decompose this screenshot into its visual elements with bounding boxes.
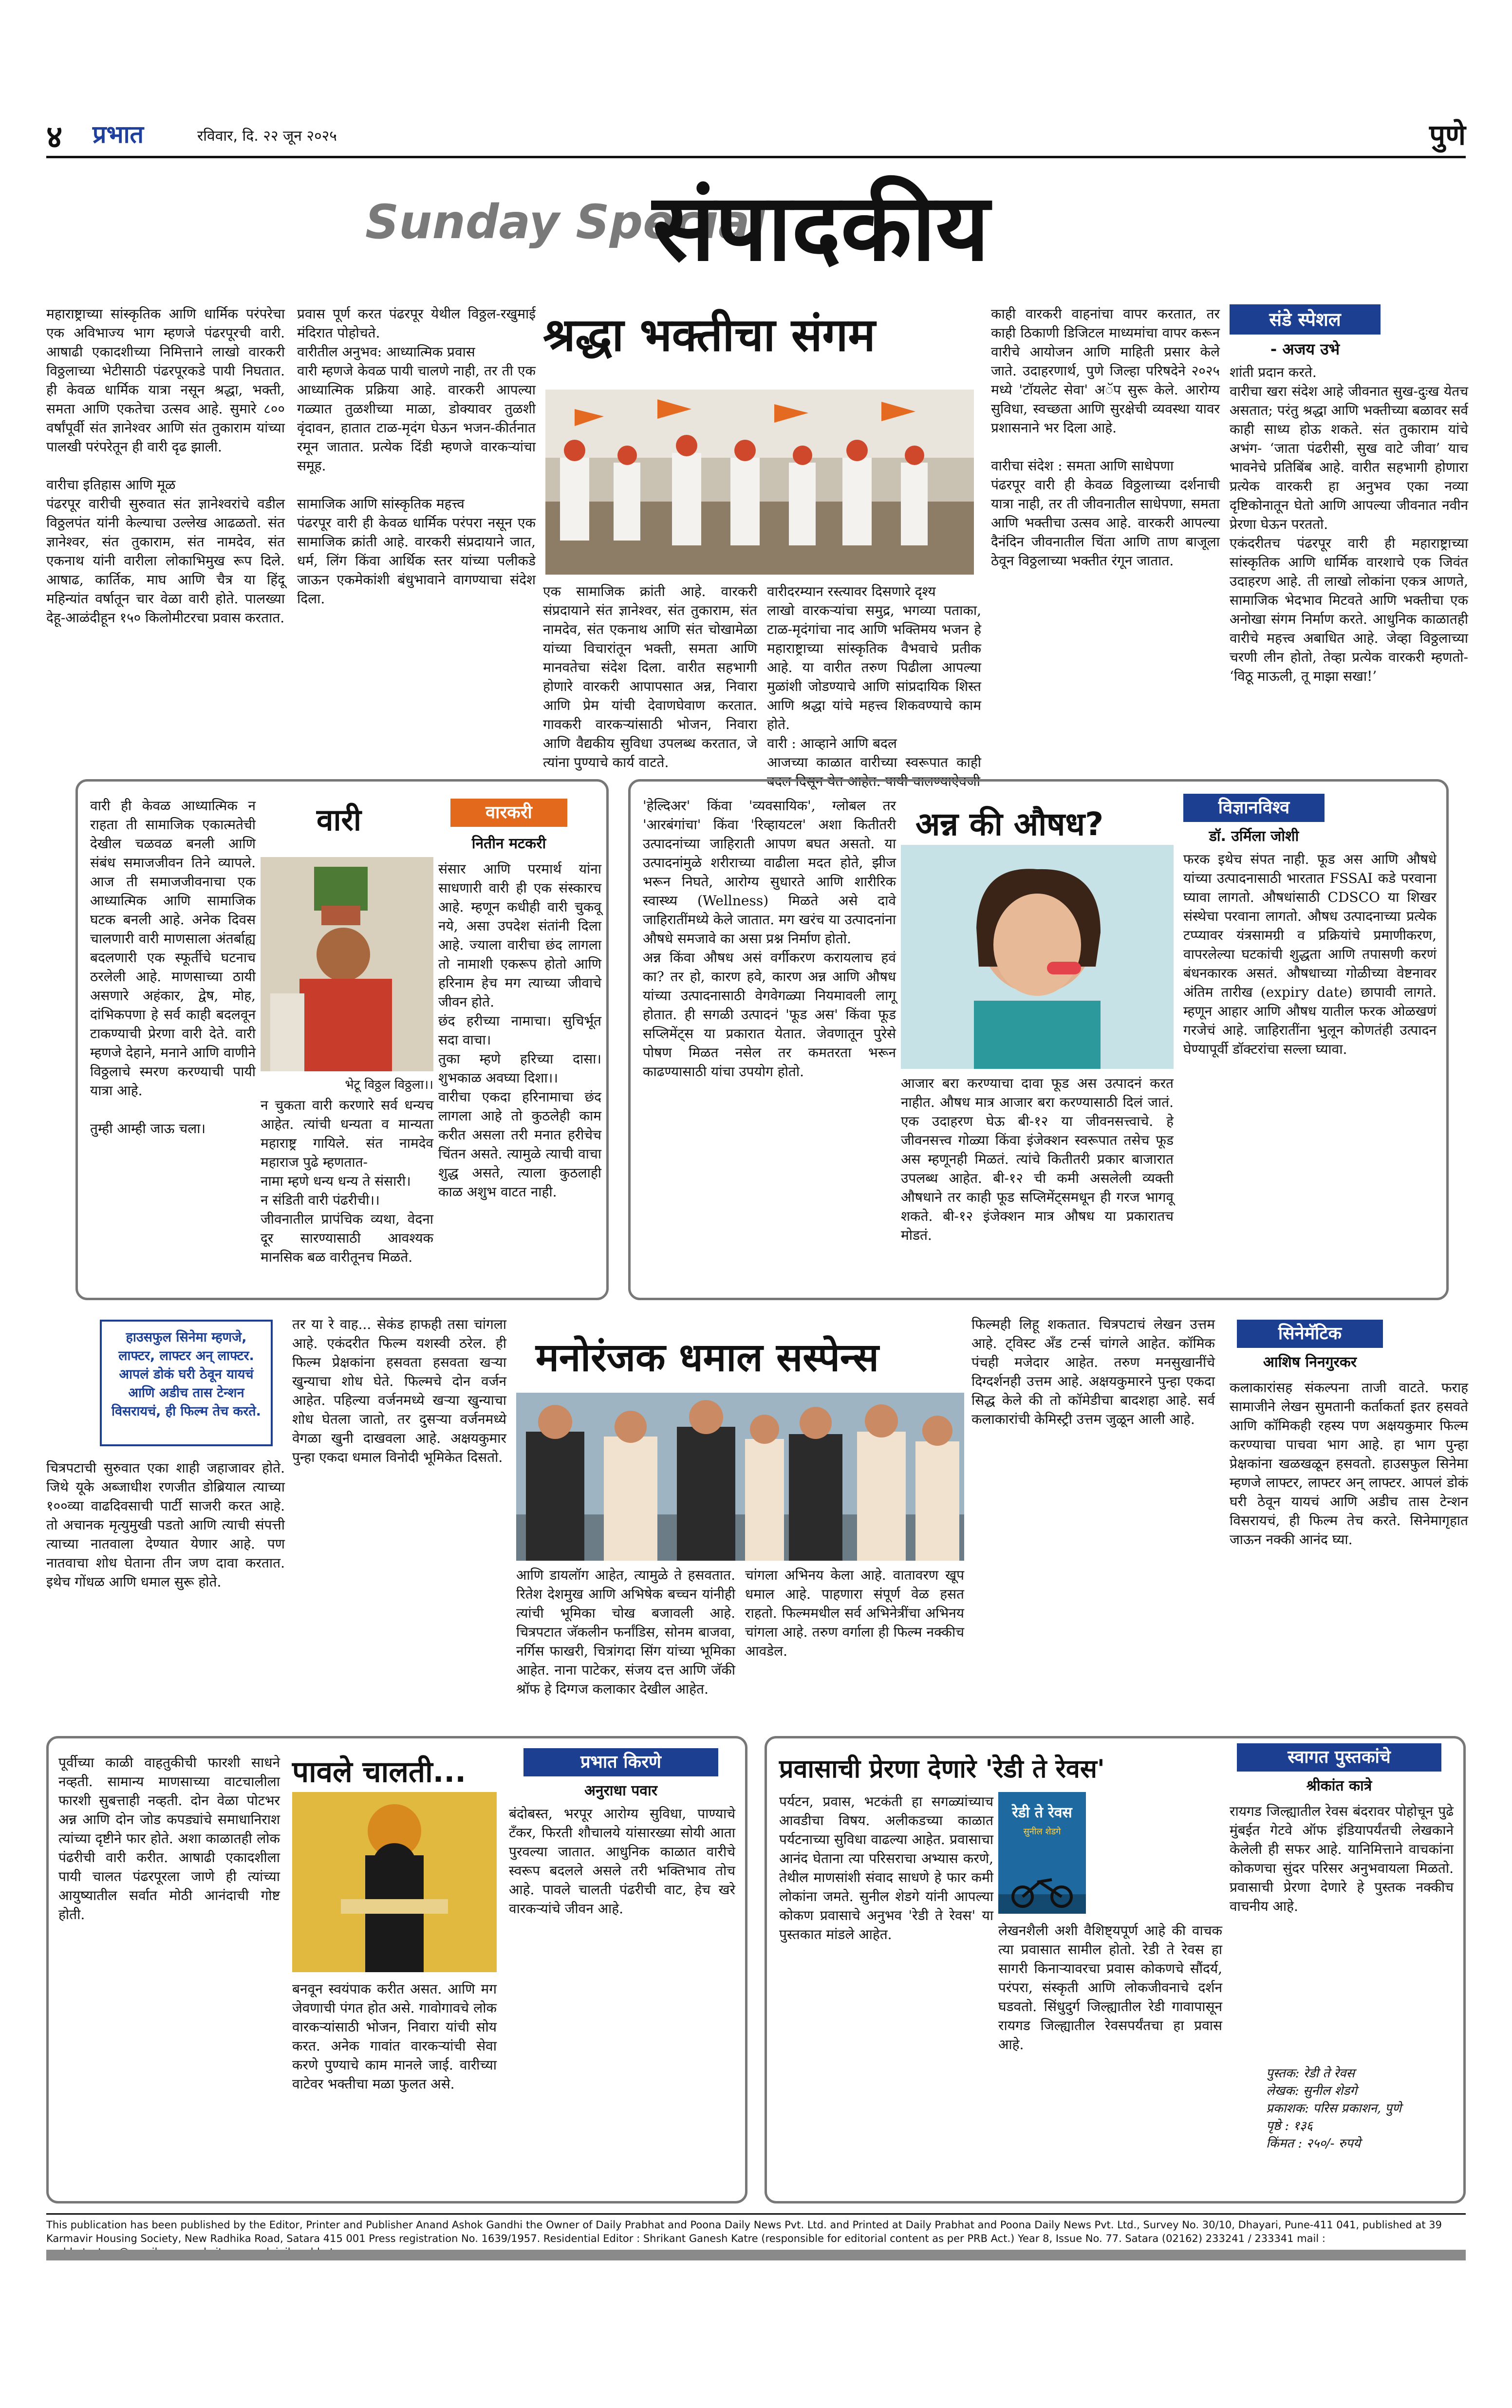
- warkari-woman-photo: [261, 857, 433, 1071]
- wari-column-2: न चुकता वारी करणारे सर्व धन्यच आहेत. त्यांची धन्यता व मान्यता महाराष्ट्र गायिले. संत नामदेव महाराज पुढे म्हणतात- नामा म्हणे धन्य धन्य ते संसारी। न संडिती वारी पंढरीची।। जीवनातील प्रापंचिक व्यथा, वेदना दूर सारण्यासाठी आवश्यक मानसिक बळ वारीतूनच मिळते.: [261, 1097, 433, 1265]
- book-column-2: लेखनशैली अशी वैशिष्ट्यपूर्ण आहे की वाचक त्या प्रवासात सामील होतो. रेडी ते रेवस हा सागरी किनाऱ्यावरचा प्रवास कोकणचे सौंदर्य, परंपरा, संस्कृती आणि लोकजीवनाचे दर्शन घडवतो. सिंधुदुर्ग जिल्ह्यातील रेडी गावापासून रायगड जिल्ह्यातील रेवसपर्यंतचा हा प्रवास आहे.: [998, 1923, 1227, 2053]
- prabhat-kirane-tag: प्रभात किरणे: [523, 1748, 718, 1776]
- health-column-1: 'हेल्दिअर' किंवा 'व्यवसायिक', ग्लोबल तर 'आरबंगांचा' किंवा 'रिव्हायटल' अशा कितीतरी उत्पादनांच्या जाहिराती आपण बघत असतो. या उत्पादनांमुळे शरीराच्या वाढीला मदत होते, झीज भरून निघते, आरोग्य सुधारते आणि शारीरिक स्वास्थ्य (Wellness) मिळते असे दावे जाहिरातींमध्ये केले जातात. मग खरंच या उत्पादनांना औषधे समजावे का असा प्रश्न निर्माण होतो. अन्न किंवा औषध असं वर्गीकरण करायलाच हवं का? तर हो, कारण हवे, कारण अन्न आणि औषध यांच्या उत्पादनासाठी वेगवेगळ्या नियमावली लागू होतात. ही सगळी उत्पादनं 'फूड अस' किंवा फूड सप्लिमेंट्स या प्रकारात येतात. जेवणातून पुरेसे पोषण मिळत नसेल तर कमतरता भरून काढण्यासाठी यांचा उपयोग होतो.: [643, 798, 896, 1080]
- cinema-column-5: फिल्मही लिहू शकतात. चित्रपटाचं लेखन उत्तम आहे. ट्विस्ट अँड टर्न्स चांगले आहेत. कॉमिक पंचही मजेदार आहेत. तरुण मनसुखानींचे दिग्दर्शनही उत्तम आहे. अक्षयकुमारने पुन्हा एकदा सिद्ध केले की तो कॉमेडीचा बादशहा आहे. सर्व कलाकारांची केमिस्ट्री उत्तम जुळून आली आहे.: [971, 1316, 1219, 1427]
- book-column-3: रायगड जिल्ह्यातील रेवस बंदरावर पोहोचून पुढे मुंबईत गेटवे ऑफ इंडियापर्यंतची लेखकाने केलेली ही सफर आहे. यानिमित्ताने वाचकांना कोकणचा सुंदर परिसर अनुभवायला मिळतो. प्रवासाची प्रेरणा देणारे हे पुस्तक नक्कीच वाचनीय आहे.: [1230, 1803, 1458, 1914]
- book-cover-title: रेडी ते रेवस: [1012, 1804, 1072, 1821]
- vitthal-photo: [292, 1792, 497, 1972]
- editorial-column-4: वारीदरम्यान रस्त्यावर दिसणारे दृश्य लाखो वारकऱ्यांचा समुद्र, भगव्या पताका, टाळ-मृदंगांचा नाद आणि भक्तिमय भजन हे महाराष्ट्राच्या सांस्कृतिक वैभवाचे प्रतीक आहे. या वारीत तरुण पिढीला आपल्या मुळांशी जोडण्याचे आणि सांप्रदायिक शिस्त आणि श्रद्धा यांचे महत्त्व शिकवण्याचे काम होते. वारी : आव्हाने आणि बदल आजच्या काळात वारीच्या स्वरूपात काही बदल दिसून येत आहेत. पायी चालण्याऐवजी: [767, 583, 981, 789]
- sunday-special-tag: संडे स्पेशल: [1230, 304, 1381, 335]
- cinema-column-2: तर या रे वाह... सेकंड हाफही तसा चांगला आहे. एकंदरीत फिल्म यशस्वी ठरेल. ही फिल्म प्रेक्षकांना हसवता हसवता खऱ्या खुन्याचा शोध घेते. फिल्मचे दोन वर्जन आहेत. पहिल्या वर्जनमध्ये खऱ्या खुन्याचा शोध घेतला जातो, तर दुसऱ्या वर्जनमध्ये वेगळा खुनी दाखवला आहे. अक्षयकुमार पुन्हा एकदा धमाल विनोदी भूमिकेत दिसतो.: [292, 1316, 511, 1465]
- pavale-byline: अनुराधा पवार: [584, 1782, 658, 1799]
- vitthal-idol-image: [292, 1792, 497, 1972]
- editorial-byline: - अजय उभे: [1270, 340, 1340, 358]
- editorial-headline: श्रद्धा भक्तीचा संगम: [543, 309, 876, 362]
- page-number: ४: [46, 119, 63, 155]
- health-byline: डॉ. उर्मिला जोशी: [1209, 828, 1299, 845]
- cinema-headline: मनोरंजक धमाल सस्पेन्स: [536, 1335, 879, 1380]
- warkari-tag: वारकरी: [450, 799, 567, 827]
- book-cover-author: सुनील शेडगे: [1023, 1827, 1061, 1837]
- book-column-1: पर्यटन, प्रवास, भटकंती हा सगळ्यांच्याच आवडीचा विषय. अलीकडच्या काळात पर्यटनाच्या सुविधा वाढल्या आहेत. प्रवासाचा आनंद घेताना त्या परिसराचा अभ्यास करणे, तेथील माणसांशी संवाद साधणे हे फार कमी लोकांना जमते. सुनील शेडगे यांनी आपल्या कोकण प्रवासाचे अनुभव 'रेडी ते रेवस' या पुस्तकात मांडले आहेत.: [779, 1793, 998, 1942]
- motorcycle-icon: [998, 1860, 1086, 1914]
- vidnyanvishwa-tag: विज्ञानविश्व: [1183, 794, 1325, 822]
- cinema-column-6: कलाकारांसह संकल्पना ताजी वाटते. फराह सामाजीने लेखन सुमतानी कर्ताकर्ता इतर हसवते आणि कॉमिकही रहस्य पण अक्षयकुमार फिल्म करण्याचा पाचवा भाग आहे. हा भाग पुन्हा प्रेक्षकांना खळखळून हसवतो. हाउसफुल सिनेमा म्हणजे लाफ्टर, लाफ्टर अन् लाफ्टर. आपलं डोकं घरी ठेवून यायचं आणि अडीच तास टेन्शन विसरायचं, ही फिल्म तेच करते. सिनेमागृहात जाऊन नक्की आनंद घ्या.: [1230, 1380, 1473, 1548]
- footer-imprint: This publication has been published by the Editor, Printer and Publisher Anand Ashok Gandhi the Owner of Daily Prabhat and Poona Daily News Pvt. Ltd. and Printed at Daily Prabhat and Poona Daily News Pvt. Ltd., Survey No. 30/10, Dhayari, Pune-411 041, published at 39 Karmavir Housing Society, New Radhika Road, Satara 415 001 Press registration No. 1639/1957. Residential Editor : Shrikant Ganesh Katre (responsible for editorial content as per PRB Act.) Year 8, Issue No. 77. Satara (02162) 233241 / 233341 mail :: [46, 2219, 1442, 2244]
- editorial-column-2: प्रवास पूर्ण करत पंढरपूर येथील विठ्ठल-रखुमाई मंदिरात पोहोचते. वारीतील अनुभव: आध्यात्मिक प्रवास वारी म्हणजे केवळ पायी चालणे नाही, तर ती एक आध्यात्मिक प्रक्रिया आहे. वारकरी आपल्या गळ्यात तुळशीच्या माळा, डोक्यावर तुळशी वृंदावन, हातात टाळ-मृदंग घेऊन भजन-कीर्तनात रमून जातात. प्रत्येक दिंडी म्हणजे वारकऱ्यांचा समूह. सामाजिक आणि सांस्कृतिक महत्त्व पंढरपूर वारी ही केवळ धार्मिक परंपरा नसून एक सामाजिक क्रांती आहे. वारकरी संप्रदायाने जात, धर्म, लिंग किंवा आर्थिक स्तर यांच्या पलीकडे जाऊन एकमेकांशी बंधुभावाने वागण्याचा संदेश दिला.: [297, 306, 536, 607]
- wari-procession-image: [545, 390, 974, 575]
- wari-procession-photo: [545, 390, 974, 575]
- cinema-column-3: आणि डायलॉग आहेत, त्यामुळे ते हसवतात. रितेश देशमुख आणि अभिषेक बच्चन यांनीही त्यांची भूमिका चोख बजावली आहे. चित्रपटात जॅकलीन फर्नांडिस, सोनम बाजवा, नर्गिस फाखरी, चित्रांगदा सिंग यांच्या भूमिका आहेत. नाना पाटेकर, संजय दत्त आणि जॅकी श्रॉफ हे दिग्गज कलाकार देखील आहेत.: [516, 1567, 740, 1697]
- cinema-quote-box: [100, 1320, 273, 1446]
- woman-capsule-photo: [901, 845, 1174, 1069]
- masthead-rule: [46, 156, 1466, 158]
- masthead: [46, 114, 1466, 158]
- cinema-column-4: चांगला अभिनय केला आहे. वातावरण खूप धमाल आहे. पाहणारा संपूर्ण वेळ हसत राहतो. फिल्ममधील सर्व अभिनेत्रींचा अभिनय चांगला आहे. तरुण वर्गाला ही फिल्म नक्कीच आवडेल.: [745, 1567, 969, 1659]
- book-headline: प्रवासाची प्रेरणा देणारे 'रेडी ते रेवस': [779, 1755, 1105, 1784]
- pavale-column-1: पूर्वीच्या काळी वाहतुकीची फारशी साधने नव्हती. सामान्य माणसाच्या वाटचालीला फारशी सुबत्ताही नव्हती. दोन वेळा पोटभर अन्न आणि दोन जोड कपड्यांचे समाधानिराश त्यांच्या दृष्टीने फार होते. अशा काळातही लोक पंढरीची वारी करीत. आषाढी एकादशीला पायी चालत पंढरपूरला जाणे ही त्यांच्या आयुष्यातील सर्वात मोठी आनंदाची गोष्ट होती.: [58, 1755, 284, 1923]
- cinematic-tag: सिनेमॅटिक: [1237, 1320, 1383, 1348]
- health-column-3: फरक इथेच संपत नाही. फूड अस आणि औषधे यांच्या उत्पादनासाठी भारतात FSSAI कडे परवाना घ्यावा लागतो. औषधांसाठी CDSCO या शिखर संस्थेचा परवाना लागतो. औषध उत्पादनाच्या प्रत्येक टप्प्यावर यंत्रसामग्री व प्रक्रियांचे प्रमाणीकरण, वापरलेल्या घटकांची शुद्धता आणि तपासणी करणं बंधनकारक असतं. औषधाच्या गोळीच्या वेष्टनावर अंतिम तारीख (expiry date) छापावी लागते. म्हणून आहार आणि औषध यातील फरक ओळखणं गरजेचं आहे. जाहिरातींना भुलून कोणतंही उत्पादन घेण्यापूर्वी डॉक्टरांचा सल्ला घ्यावा.: [1183, 851, 1441, 1057]
- editorial-column-3: एक सामाजिक क्रांती आहे. वारकरी संप्रदायाने संत ज्ञानेश्वर, संत तुकाराम, संत नामदेव, संत एकनाथ आणि संत चोखामेळा यांच्या विचारांतून भक्ती, समता आणि मानवतेचा संदेश दिला. वारीत सहभागी होणारे वारकरी आपापसात अन्न, निवारा आणि प्रेम यांची देवाणघेवाण करतात. गावकरी वारकऱ्यांसाठी भोजन, निवारा आणि वैद्यकीय सुविधा उपलब्ध करतात, जे त्यांना पुण्याचे कार्य वाटते.: [543, 583, 762, 770]
- warkari-woman-image: [261, 857, 433, 1071]
- editorial-column-1: महाराष्ट्राच्या सांस्कृतिक आणि धार्मिक परंपरेचा एक अविभाज्य भाग म्हणजे पंढरपूरची वारी. आषाढी एकादशीच्या निमित्ताने लाखो वारकरी विठ्ठलाच्या भेटीसाठी पंढरपूरकडे पायी निघतात. ही केवळ धार्मिक यात्रा नसून श्रद्धा, भक्ती, समता आणि एकतेचा उत्सव आहे. सुमारे ८०० वर्षांपूर्वी संत ज्ञानेश्वर आणि संत तुकाराम यांच्या पालखी परंपरेतून ही वारी दृढ झाली. वारीचा इतिहास आणि मूळ पंढरपूर वारीची सुरुवात संत ज्ञानेश्वरांचे वडील विठ्ठलपंत यांनी केल्याचा उल्लेख आढळतो. संत ज्ञानेश्वर, संत तुकाराम, संत नामदेव, संत एकनाथ यांनी वारीला लोकाभिमुख रूप दिले. आषाढ, कार्तिक, माघ आणि चैत्र या हिंदू महिन्यांत वर्षातून चार वेळा वारी होते. पालख्या देहू-आळंदीहून १५० किलोमीटरचा प्रवास करतात.: [46, 306, 285, 626]
- sampadakiya-title: संपादकीय: [653, 174, 989, 281]
- housefull-cast-image: [516, 1393, 964, 1561]
- sunday-special-label: Sunday Special: [365, 195, 766, 249]
- wari-byline: नितीन मटकरी: [471, 835, 546, 852]
- cinema-quote: हाउसफुल सिनेमा म्हणजे, लाफ्टर, लाफ्टर अन् लाफ्टर. आपलं डोकं घरी ठेवून यायचं आणि अडीच तास टेन्शन विसरायचं, ही फिल्म तेच करते.: [112, 1330, 261, 1419]
- footer-rule: [46, 2213, 1466, 2215]
- health-column-2: आजार बरा करण्याचा दावा फूड अस उत्पादनं करत नाहीत. औषध मात्र आजार बरा करण्यासाठी दिलं जातं. एक उदाहरण घेऊ बी-१२ या जीवनसत्त्वाचे. हे जीवनसत्त्व गोळ्या किंवा इंजेक्शन स्वरूपात तसेच फूड अस म्हणूनही मिळतं. त्यांचे कितीतरी प्रकार बाजारात उपलब्ध आहेत. बी-१२ ची कमी असलेली व्यक्ती औषधाने तर काही फूड सप्लिमेंट्समधून ही गरज भागवू शकते. बी-१२ इंजेक्शन मात्र औषध या प्रकारातच मोडतं.: [901, 1075, 1178, 1243]
- pavale-column-3: बंदोबस्त, भरपूर आरोग्य सुविधा, पाण्याचे टँकर, फिरती शौचालये यांसारख्या सोयी आता पुरवल्या जातात. आधुनिक काळात वारीचे स्वरूप बदलले असले तरी भक्तिभाव तोच आहे. पावले चालती पंढरीची वाट, हेच खरे वारकऱ्यांचे जीवन आहे.: [509, 1806, 740, 1917]
- book-cover: [998, 1792, 1086, 1914]
- cinema-byline: आशिष निनगुरकर: [1263, 1354, 1357, 1371]
- pavale-column-2: बनवून स्वयंपाक करीत असत. आणि मग जेवणाची पंगत होत असे. गावोगावचे लोक वारकऱ्यांसाठी भोजन, निवारा यांची सोय करत. अनेक गावांत वारकऱ्यांची सेवा करणे पुण्याचे काम मानले जाई. वारीच्या वाटेवर भक्तीचा मळा फुलत असे.: [292, 1981, 501, 2092]
- housefull-cast-photo: [516, 1393, 964, 1561]
- wari-photo-caption: भेटू विठ्ठल विठ्ठला।।: [345, 1078, 433, 1092]
- cinema-column-1: चित्रपटाची सुरुवात एका शाही जहाजावर होते. जिथे यूके अब्जाधीश रणजीत डोब्रियाल त्याच्या १००व्या वाढदिवसाची पार्टी साजरी करत आहे. तो अचानक मृत्युमुखी पडतो आणि त्याची संपत्ती त्याच्या नातवाला देण्यात येणार आहे. पण नातवाचा शोध घेताना तीन जण दावा करतात. इथेच गोंधळ आणि धमाल सुरू होते.: [46, 1460, 289, 1590]
- wari-column-1: वारी ही केवळ आध्यात्मिक न राहता ती सामाजिक एकात्मतेची देखील चळवळ बनली आणि संबंध समाजजीवन तिने व्यापले. आज ती समाजजीवनाचा एक आध्यात्मिक आणि सामाजिक घटक बनली आहे. अनेक दिवस चालणारी वारी माणसाला अंतर्बाह्य बदलणारी एक स्फूर्तीचे घटनाच ठरलेली आहे. माणसाच्या ठायी असणारे अहंकार, द्वेष, मोह, दांभिकपणा हे सर्व काही बदलवून टाकण्याची प्रेरणा वारी देते. वारी म्हणजे देहाने, मनाने आणि वाणीने विठ्ठलाचे स्मरण करण्याची पायी यात्रा आहे. तुम्ही आम्ही जाऊ चला।: [90, 798, 256, 1137]
- footer-bar: [46, 2250, 1466, 2260]
- book-byline: श्रीकांत कात्रे: [1306, 1777, 1372, 1794]
- wari-column-3: संसार आणि परमार्थ यांना साधणारी वारी ही एक संस्कारच आहे. म्हणून कधीही वारी चुकवू नये, असा उपदेश संतांनी दिला आहे. ज्याला वारीचा छंद लागला तो नामाशी एकरूप होतो आणि हरिनाम हेच मग त्याच्या जीवाचे जीवन होते. छंद हरीच्या नामाचा। सुचिर्भूत सदा वाचा। तुका म्हणे हरिच्या दासा। शुभकाळ अवघ्या दिशा।। वारीचा एकदा हरिनामाचा छंद लागला आहे तो कुठलेही काम करीत असला तरी मनात हरीचेच चिंतन असते. त्यामुळे त्याची वाचा शुद्ध असते, त्याला कुठलाही काळ अशुभ वाटत नाही.: [438, 861, 601, 1200]
- woman-capsule-image: [901, 845, 1174, 1069]
- issue-date: रविवार, दि. २२ जून २०२५: [197, 128, 337, 145]
- book-info: पुस्तक: रेडी ते रेवस लेखक: सुनील शेडगे प्रकाशक: परिस प्रकाशन, पुणे पृष्ठे : १३६ किंमत : २५०/- रुपये: [1266, 2066, 1401, 2151]
- brand-logo: प्रभात: [93, 120, 144, 149]
- pavale-headline: पावले चालती...: [292, 1755, 466, 1789]
- swagat-pustakanche-tag: स्वागत पुस्तकांचे: [1237, 1743, 1441, 1772]
- city-name: पुणे: [1429, 118, 1466, 151]
- wari-headline: वारी: [317, 802, 361, 838]
- health-headline: अन्न की औषध?: [915, 805, 1104, 843]
- editorial-column-5: काही वारकरी वाहनांचा वापर करतात, तर काही ठिकाणी डिजिटल माध्यमांचा वापर करून वारीचे आयोजन आणि माहिती प्रसार केले जाते. उदाहरणार्थ, पुणे जिल्हा परिषदेने २०२५ मध्ये 'टॉयलेट सेवा' अॅप सुरू केले. आरोग्य सुविधा, स्वच्छता आणि सुरक्षेची व्यवस्था यावर प्रशासनाने भर दिला आहे. वारीचा संदेश : समता आणि साधेपणा पंढरपूर वारी ही केवळ विठ्ठलाच्या दर्शनाची यात्रा नाही, तर ती जीवनातील साधेपणा, समता आणि भक्तीचा उत्सव आहे. वारकरी आपल्या दैनंदिन जीवनातील चिंता आणि ताण बाजूला ठेवून विठ्ठलाच्या भक्तीत रंगून जातात.: [991, 306, 1220, 569]
- editorial-column-6: शांती प्रदान करते. वारीचा खरा संदेश आहे जीवनात सुख-दुःख येतच असतात; परंतु श्रद्धा आणि भक्तीच्या बळावर सर्व काही साध्य होऊ शकते. संत तुकाराम यांचे अभंग- ‘जाता पंढरीसी, सुख वाटे जीवा’ याच भावनेचे प्रतिबिंब आहे. वारीत सहभागी होणारा प्रत्येक वारकरी हा अनुभव एका नव्या दृष्टिकोनातून घेतो आणि आपल्या जीवनात नवीन प्रेरणा घेऊन परततो. एकंदरीतच पंढरपूर वारी ही महाराष्ट्राच्या सांस्कृतिक आणि धार्मिक वारशाचे एक जिवंत उदाहरण आहे. ती लाखो लोकांना एकत्र आणते, सामाजिक भेदभाव मिटवते आणि भक्तीचा एक अनोखा संगम निर्माण करते. आधुनिक काळातही वारीचे महत्त्व अबाधित आहे. जेव्हा विठ्ठलाच्या चरणी लीन होतो, तेव्हा प्रत्येक वारकरी म्हणतो- ‘विठू माऊली, तू माझा सखा!’: [1230, 364, 1468, 684]
